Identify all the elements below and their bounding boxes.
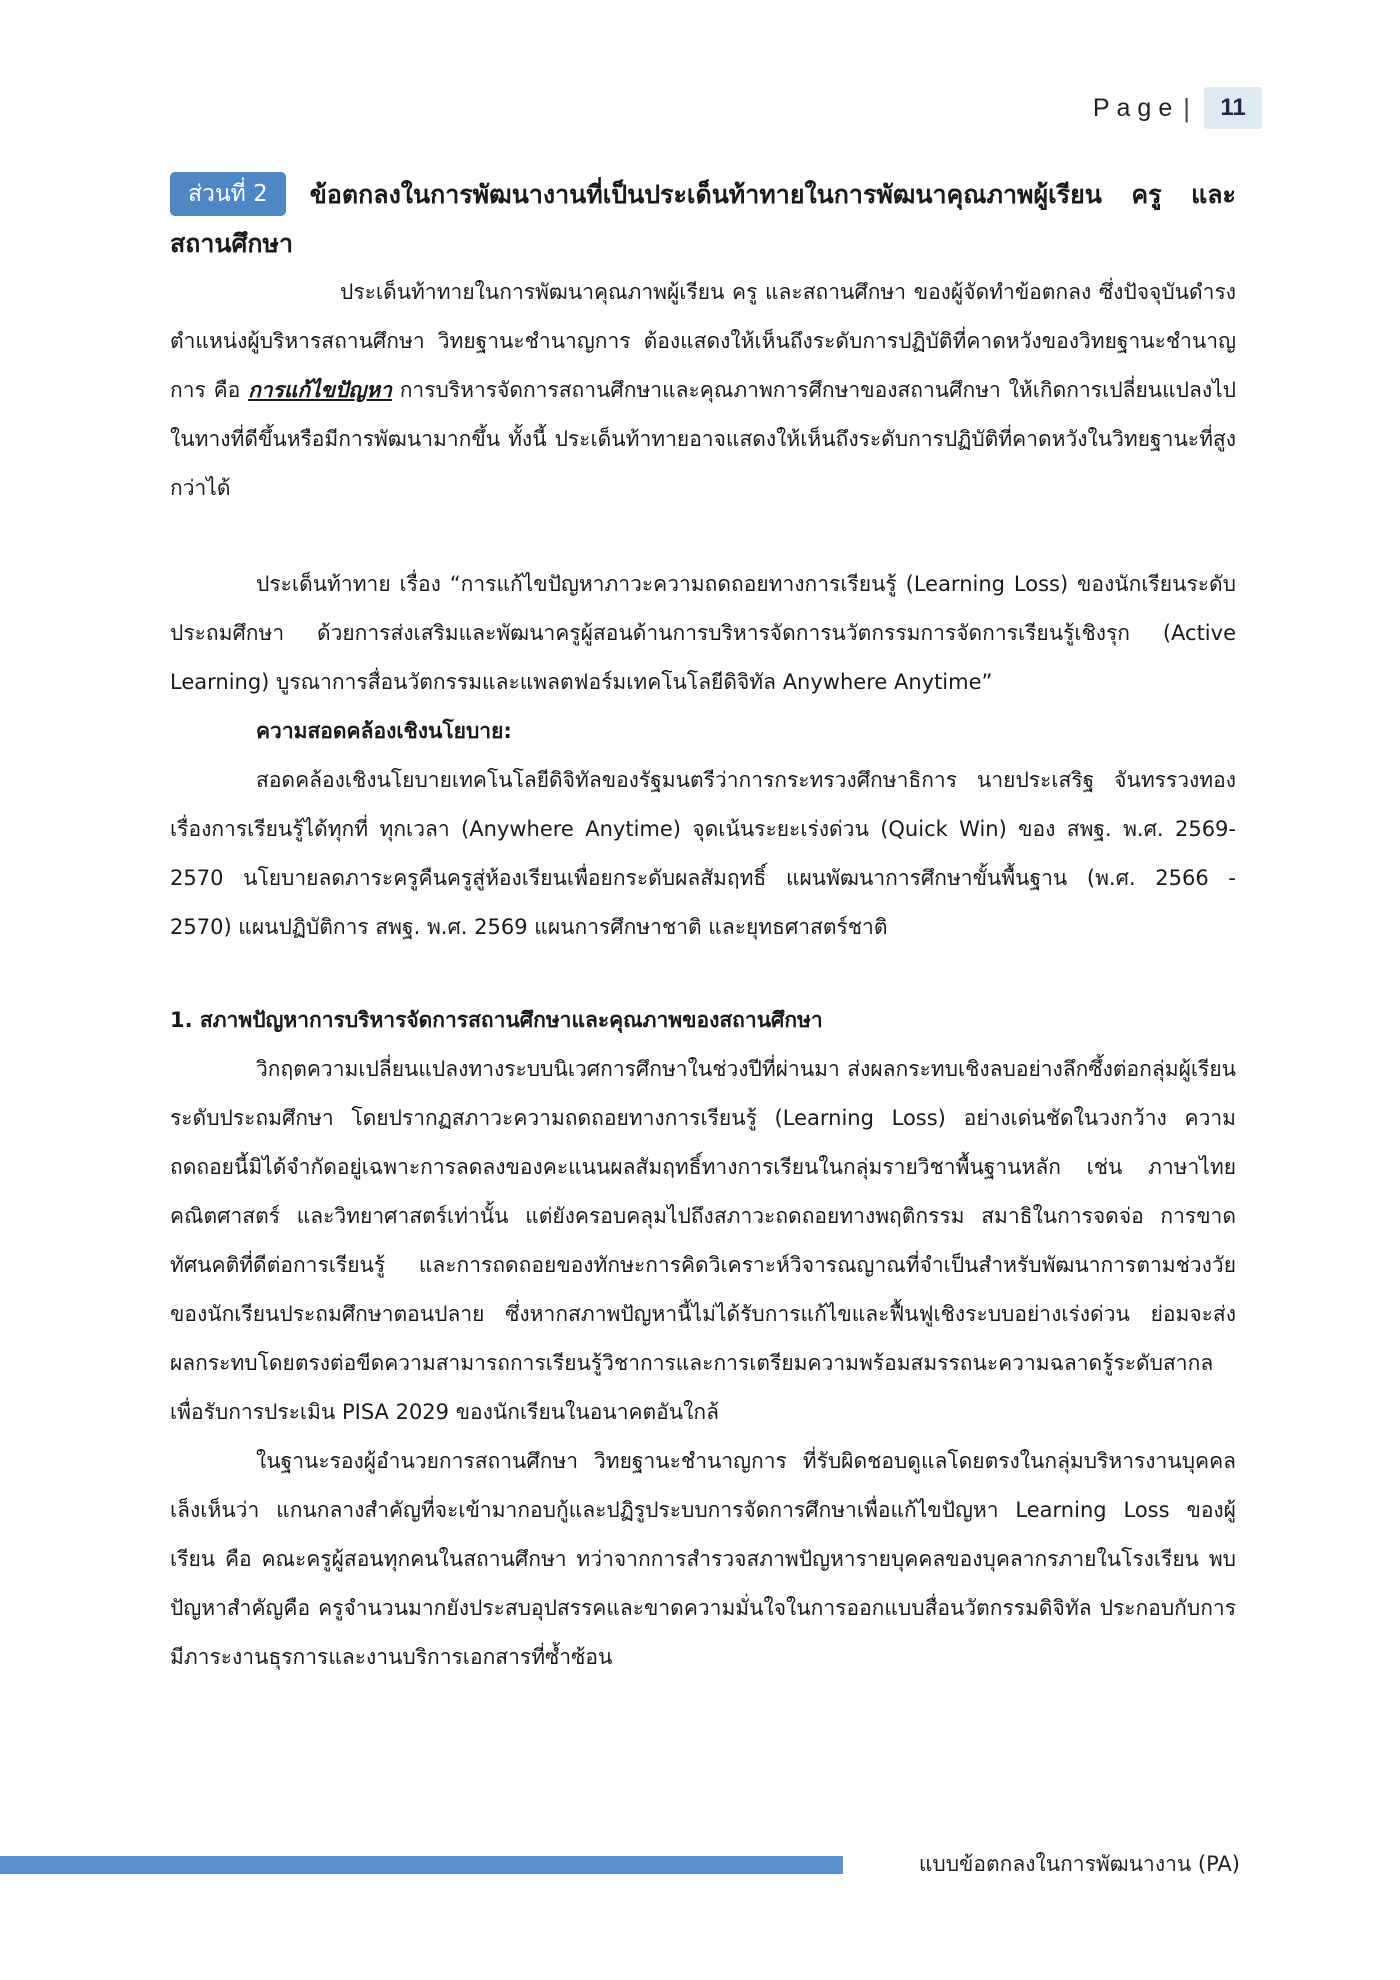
footer-text: แบบข้อตกลงในการพัฒนางาน (PA) [918,1852,1240,1876]
part1-paragraph-2: ในฐานะรองผู้อำนวยการสถานศึกษา วิทยฐานะชำนาญการ ที่รับผิดชอบดูแลโดยตรงในกลุ่มบริหารงานบุคคล เล็งเห็นว่า แกนกลางสำคัญที่จะเข้ามากอบกู้และปฏิรูประบบการจัดการศึกษาเพื่อแก้ไขปัญหา Learning Loss ของผู้เรียน คือ คณะครูผู้สอนทุกคนในสถานศึกษา ทว่าจากการสำรวจสภาพปัญหารายบุคคลของบุคลากรภายในโรงเรียน พบปัญหาสำคัญคือ ครูจำนวนมากยังประสบอุปสรรคและขาดความมั่นใจในการออกแบบสื่อนวัตกรรมดิจิทัล ประกอบกับการมีภาระงานธุรการและงานบริการเอกสารที่ซ้ำซ้อน [170,1449,1236,1669]
intro-text-after: การบริหารจัดการสถานศึกษาและคุณภาพการศึกษาของสถานศึกษา ให้เกิดการเปลี่ยนแปลงไปในทางที่ดีขึ้นหรือมีการพัฒนามากขึ้น ทั้งนี้ ประเด็นท้าทายอาจแสดงให้เห็นถึงระดับการปฏิบัติที่คาดหวังในวิทยฐานะที่สูงกว่าได้ [170,378,1236,500]
intro-emphasis: การแก้ไขปัญหา [248,378,392,402]
challenge-paragraph: ประเด็นท้าทาย เรื่อง “การแก้ไขปัญหาภาวะความถดถอยทางการเรียนรู้ (Learning Loss) ของนักเรียนระดับประถมศึกษา ด้วยการส่งเสริมและพัฒนาครูผู้สอนด้านการบริหารจัดการนวัตกรรมการจัดการเรียนรู้เชิงรุก (Active Learning) บูรณาการสื่อนวัตกรรมและแพลตฟอร์มเทคโนโลยีดิจิทัล Anywhere Anytime” [170,572,1236,694]
footer-bar [0,1856,843,1874]
section-title: ข้อตกลงในการพัฒนางานที่เป็นประเด็นท้าทายในการพัฒนาคุณภาพผู้เรียน ครู และสถานศึกษา [170,180,1236,258]
part1-heading: 1. สภาพปัญหาการบริหารจัดการสถานศึกษาและคุณภาพของสถานศึกษา [170,1008,823,1032]
policy-heading: ความสอดคล้องเชิงนโยบาย: [256,719,512,743]
policy-paragraph: สอดคล้องเชิงนโยบายเทคโนโลยีดิจิทัลของรัฐมนตรีว่าการกระทรวงศึกษาธิการ นายประเสริฐ จันทรรวงทอง เรื่องการเรียนรู้ได้ทุกที่ ทุกเวลา (Anywhere Anytime) จุดเน้นระยะเร่งด่วน (Quick Win) ของ สพฐ. พ.ศ. 2569-2570 นโยบายลดภาระครูคืนครูสู่ห้องเรียนเพื่อยกระดับผลสัมฤทธิ์ แผนพัฒนาการศึกษาขั้นพื้นฐาน (พ.ศ. 2566 - 2570) แผนปฏิบัติการ สพฐ. พ.ศ. 2569 แผนการศึกษาชาติ และยุทธศาสตร์ชาติ [170,768,1236,939]
section-heading [170,170,1236,268]
page-separator: | [1183,92,1190,123]
page-header [1093,86,1262,130]
document-body [170,170,1236,1682]
part1-paragraph-1: วิกฤตความเปลี่ยนแปลงทางระบบนิเวศการศึกษาในช่วงปีที่ผ่านมา ส่งผลกระทบเชิงลบอย่างลึกซึ้งต่อกลุ่มผู้เรียนระดับประถมศึกษา โดยปรากฏสภาวะความถดถอยทางการเรียนรู้ (Learning Loss) อย่างเด่นชัดในวงกว้าง ความถดถอยนี้มิได้จำกัดอยู่เฉพาะการลดลงของคะแนนผลสัมฤทธิ์ทางการเรียนในกลุ่มรายวิชาพื้นฐานหลัก เช่น ภาษาไทย คณิตศาสตร์ และวิทยาศาสตร์เท่านั้น แต่ยังครอบคลุมไปถึงสภาวะถดถอยทางพฤติกรรม สมาธิในการจดจ่อ การขาดทัศนคติที่ดีต่อการเรียนรู้ และการถดถอยของทักษะการคิดวิเคราะห์วิจารณญาณที่จำเป็นสำหรับพัฒนาการตามช่วงวัยของนักเรียนประถมศึกษาตอนปลาย ซึ่งหากสภาพปัญหานี้ไม่ได้รับการแก้ไขและฟื้นฟูเชิงระบบอย่างเร่งด่วน ย่อมจะส่งผลกระทบโดยตรงต่อขีดความสามารถการเรียนรู้วิชาการและการเตรียมความพร้อมสมรรถนะความฉลาดรู้ระดับสากล เพื่อรับการประเมิน PISA 2029 ของนักเรียนในอนาคตอันใกล้ [170,1057,1236,1424]
intro-text-before: ประเด็นท้าทายในการพัฒนาคุณภาพผู้เรียน ครู และสถานศึกษา ของผู้จัดทำข้อตกลง ซึ่งปัจจุบันดำรงตำแหน่งผู้บริหารสถานศึกษา วิทยฐานะชำนาญการ ต้องแสดงให้เห็นถึงระดับการปฏิบัติที่คาดหวังของวิทยฐานะชำนาญการ คือ [170,280,1236,402]
intro-paragraph [170,268,1236,513]
section-badge: ส่วนที่ 2 [170,172,286,216]
page-label: Page [1092,93,1180,122]
page-number: 11 [1204,87,1262,129]
